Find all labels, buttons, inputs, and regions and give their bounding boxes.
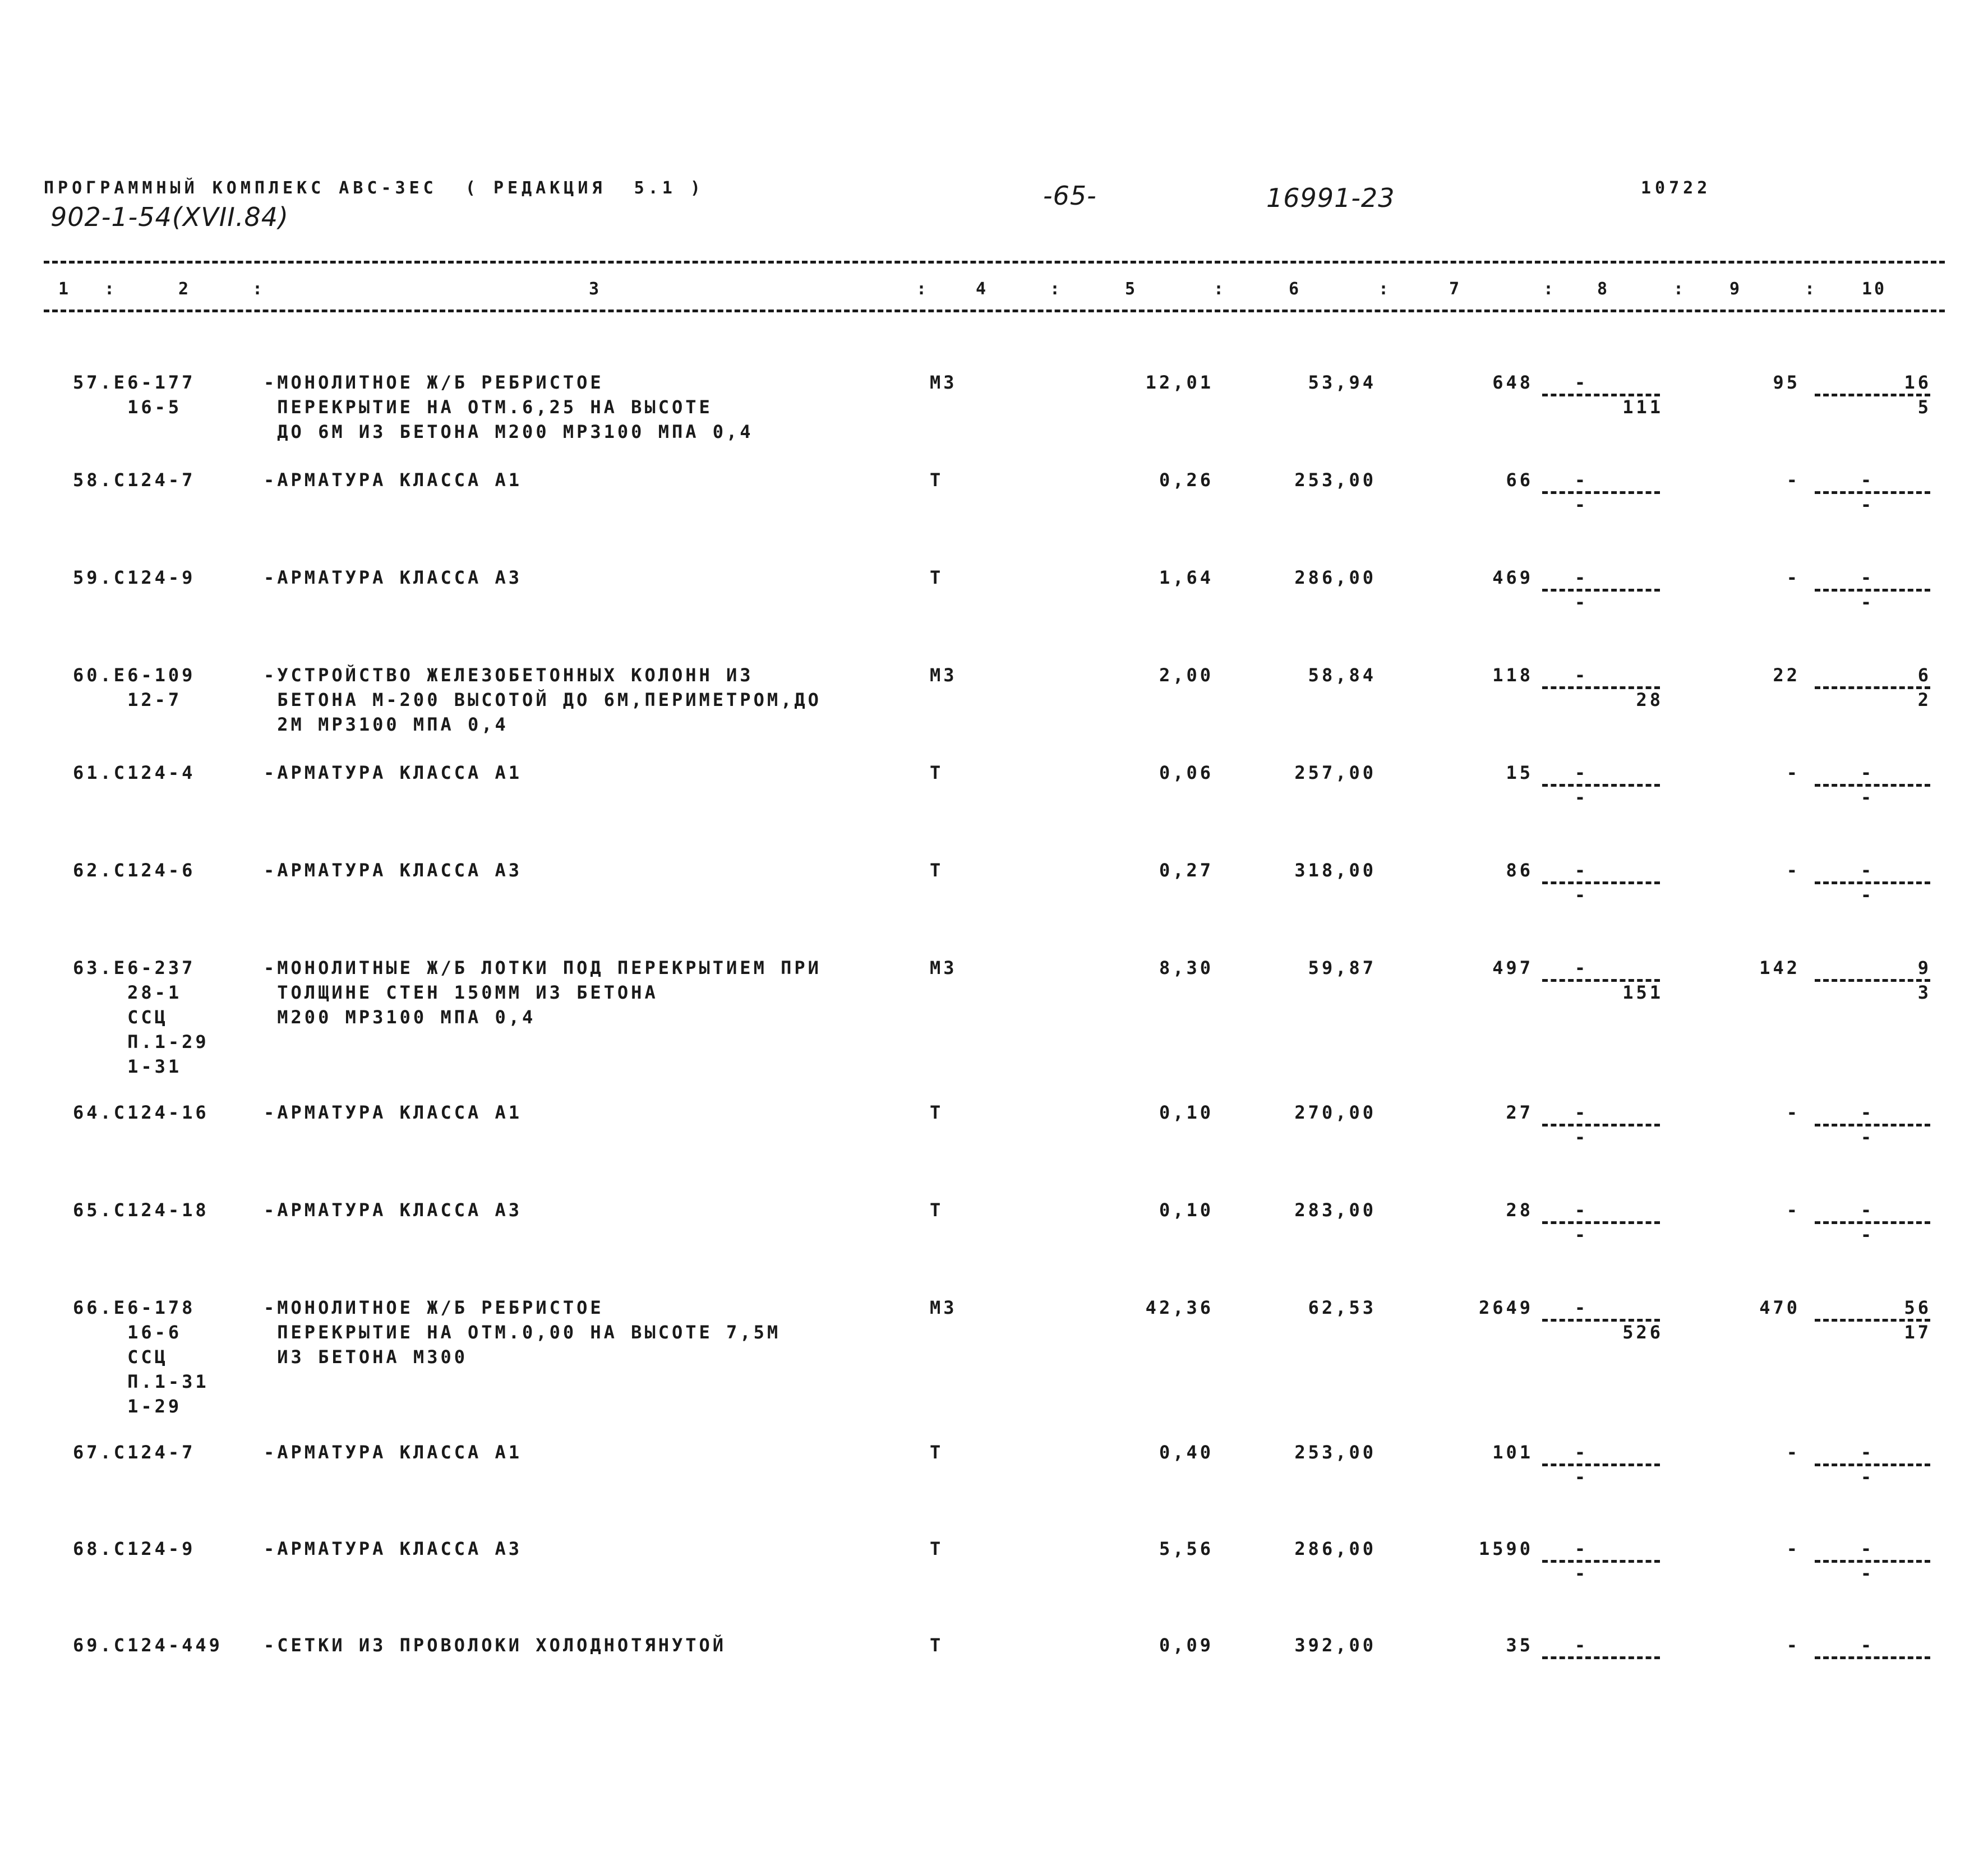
item-code: 60.Е6-109 12-7 [73, 664, 196, 710]
sheet-number: 10722 [1641, 178, 1712, 198]
table-row [0, 858, 1988, 955]
col8-fraction-line [1542, 1656, 1660, 1659]
quantity: 0,09 [1159, 1635, 1214, 1656]
col-9: 9 [1729, 279, 1742, 299]
item-description: -АРМАТУРА КЛАССА А3 [264, 567, 523, 588]
total-cost: 86 [1506, 860, 1533, 881]
quantity: 0,10 [1159, 1199, 1214, 1221]
col10-bottom-value: - [1860, 592, 1875, 613]
col10-top-value: - [1860, 1442, 1875, 1463]
table-row [0, 1100, 1988, 1198]
col10-top-value: 6 [1917, 664, 1931, 686]
item-code: 63.Е6-237 28-1 ССЦ П.1-29 1-31 [73, 957, 209, 1077]
col-2: 2 [178, 279, 191, 299]
table-row [0, 370, 1988, 468]
col-separator: : [1805, 279, 1815, 299]
col9-value: 95 [1773, 372, 1800, 393]
col8-top-value: - [1574, 664, 1589, 686]
col8-bottom-value: 526 [1622, 1322, 1663, 1343]
col8-top-value: - [1574, 1102, 1589, 1123]
col10-top-value: - [1860, 469, 1875, 491]
col8-top-value: - [1574, 1538, 1589, 1559]
col-separator: : [1050, 279, 1060, 299]
total-cost: 35 [1506, 1635, 1533, 1656]
item-code: 68.С124-9 [73, 1538, 196, 1559]
col9-value: - [1786, 762, 1800, 783]
table-row [0, 760, 1988, 858]
item-code: 58.С124-7 [73, 469, 196, 491]
col10-bottom-value: 5 [1917, 396, 1931, 418]
total-cost: 28 [1506, 1199, 1533, 1221]
unit-price: 58,84 [1308, 664, 1376, 686]
quantity: 0,27 [1159, 860, 1214, 881]
header-bottom-rule [44, 310, 1945, 312]
table-row [0, 468, 1988, 565]
col8-top-value: - [1574, 1442, 1589, 1463]
unit: Т [930, 1442, 944, 1463]
col8-bottom-value: - [1574, 592, 1589, 613]
col9-value: - [1786, 1199, 1800, 1221]
col-4: 4 [976, 279, 989, 299]
quantity: 0,40 [1159, 1442, 1214, 1463]
col9-value: 22 [1773, 664, 1800, 686]
unit: Т [930, 567, 944, 588]
unit: Т [930, 1102, 944, 1123]
unit: М3 [930, 664, 957, 686]
unit-price: 318,00 [1294, 860, 1376, 881]
unit: Т [930, 860, 944, 881]
col8-top-value: - [1574, 1297, 1589, 1318]
quantity: 2,00 [1159, 664, 1214, 686]
col-7: 7 [1449, 279, 1462, 299]
col9-value: - [1786, 1442, 1800, 1463]
total-cost: 66 [1506, 469, 1533, 491]
unit-price: 253,00 [1294, 469, 1376, 491]
col10-top-value: 9 [1917, 957, 1931, 978]
col10-bottom-value: 3 [1917, 982, 1931, 1003]
item-description: -МОНОЛИТНОЕ Ж/Б РЕБРИСТОЕ ПЕРЕКРЫТИЕ НА ОТМ.6,25 НА ВЫСОТЕ ДО 6М ИЗ БЕТОНА М200 МР3100 МПА 0,4 [264, 372, 754, 442]
col10-bottom-value: - [1860, 884, 1875, 906]
col-separator: : [1543, 279, 1554, 299]
quantity: 0,26 [1159, 469, 1214, 491]
col8-top-value: - [1574, 372, 1589, 393]
unit-price: 59,87 [1308, 957, 1376, 978]
item-code: 61.С124-4 [73, 762, 196, 783]
col8-bottom-value: - [1574, 787, 1589, 808]
col9-value: - [1786, 1635, 1800, 1656]
col10-top-value: 56 [1904, 1297, 1931, 1318]
col-separator: : [916, 279, 927, 299]
item-description: -АРМАТУРА КЛАССА А1 [264, 469, 523, 491]
table-row [0, 955, 1988, 1100]
col10-top-value: - [1860, 860, 1875, 881]
total-cost: 2649 [1478, 1297, 1533, 1318]
item-code: 67.С124-7 [73, 1442, 196, 1463]
total-cost: 1590 [1478, 1538, 1533, 1559]
col8-bottom-value: - [1574, 884, 1589, 906]
col9-value: - [1786, 469, 1800, 491]
col-separator: : [252, 279, 263, 299]
document-code: 16991-23 [1266, 183, 1395, 213]
col10-fraction-line [1815, 1656, 1930, 1659]
quantity: 1,64 [1159, 567, 1214, 588]
col-6: 6 [1289, 279, 1302, 299]
quantity: 5,56 [1159, 1538, 1214, 1559]
unit-price: 286,00 [1294, 1538, 1376, 1559]
item-code: 62.С124-6 [73, 860, 196, 881]
col-separator: : [1378, 279, 1389, 299]
unit-price: 257,00 [1294, 762, 1376, 783]
col8-top-value: - [1574, 1635, 1589, 1656]
col10-bottom-value: - [1860, 1224, 1875, 1245]
col9-value: - [1786, 860, 1800, 881]
col8-bottom-value: 111 [1622, 396, 1663, 418]
col-3: 3 [589, 279, 602, 299]
col8-bottom-value: - [1574, 1126, 1589, 1148]
item-code: 64.С124-16 [73, 1102, 209, 1123]
col10-bottom-value: 17 [1904, 1322, 1931, 1343]
col10-top-value: - [1860, 762, 1875, 783]
quantity: 12,01 [1145, 372, 1214, 393]
col-separator: : [1214, 279, 1224, 299]
col8-top-value: - [1574, 567, 1589, 588]
unit: Т [930, 1635, 944, 1656]
item-description: -АРМАТУРА КЛАССА А3 [264, 860, 523, 881]
col10-top-value: - [1860, 1102, 1875, 1123]
project-code: 902-1-54(XVII.84) [50, 202, 289, 232]
unit: Т [930, 762, 944, 783]
total-cost: 15 [1506, 762, 1533, 783]
col10-top-value: - [1860, 1538, 1875, 1559]
col10-bottom-value: - [1860, 1563, 1875, 1584]
table-row [0, 565, 1988, 663]
item-code: 59.С124-9 [73, 567, 196, 588]
unit: Т [930, 469, 944, 491]
top-rule [44, 261, 1945, 264]
total-cost: 648 [1492, 372, 1533, 393]
col10-bottom-value: - [1860, 494, 1875, 515]
table-row [0, 663, 1988, 760]
total-cost: 497 [1492, 957, 1533, 978]
col10-bottom-value: - [1860, 1466, 1875, 1488]
unit-price: 53,94 [1308, 372, 1376, 393]
col9-value: 142 [1759, 957, 1800, 978]
item-description: -АРМАТУРА КЛАССА А1 [264, 762, 523, 783]
unit: М3 [930, 1297, 957, 1318]
item-description: -АРМАТУРА КЛАССА А1 [264, 1442, 523, 1463]
col10-top-value: 16 [1904, 372, 1931, 393]
item-description: -МОНОЛИТНЫЕ Ж/Б ЛОТКИ ПОД ПЕРЕКРЫТИЕМ ПРИ ТОЛЩИНЕ СТЕН 150ММ ИЗ БЕТОНА М200 МР3100 МПА 0,4 [264, 957, 822, 1028]
col-1: 1 [58, 279, 71, 299]
total-cost: 118 [1492, 664, 1533, 686]
table-row [0, 1633, 1988, 1678]
unit: Т [930, 1538, 944, 1559]
quantity: 0,06 [1159, 762, 1214, 783]
quantity: 0,10 [1159, 1102, 1214, 1123]
col8-top-value: - [1574, 957, 1589, 978]
unit: Т [930, 1199, 944, 1221]
page-number: -65- [1043, 181, 1097, 211]
col8-top-value: - [1574, 762, 1589, 783]
table-row [0, 1295, 1988, 1440]
col10-bottom-value: - [1860, 787, 1875, 808]
item-description: -АРМАТУРА КЛАССА А1 [264, 1102, 523, 1123]
table-row [0, 1198, 1988, 1295]
col9-value: - [1786, 567, 1800, 588]
col9-value: - [1786, 1102, 1800, 1123]
total-cost: 469 [1492, 567, 1533, 588]
item-description: -АРМАТУРА КЛАССА А3 [264, 1538, 523, 1559]
col-8: 8 [1597, 279, 1610, 299]
program-title: ПРОГРАММНЫЙ КОМПЛЕКС АВС-3ЕС ( РЕДАКЦИЯ 5.1 ) [44, 178, 704, 198]
col-5: 5 [1125, 279, 1138, 299]
unit-price: 286,00 [1294, 567, 1376, 588]
col8-top-value: - [1574, 860, 1589, 881]
col9-value: 470 [1759, 1297, 1800, 1318]
col8-bottom-value: - [1574, 494, 1589, 515]
item-code: 66.Е6-178 16-6 ССЦ П.1-31 1-29 [73, 1297, 209, 1417]
col8-top-value: - [1574, 1199, 1589, 1221]
unit: М3 [930, 372, 957, 393]
table-row [0, 1440, 1988, 1536]
col10-bottom-value: 2 [1917, 689, 1931, 710]
item-code: 57.Е6-177 16-5 [73, 372, 196, 418]
unit-price: 270,00 [1294, 1102, 1376, 1123]
unit: М3 [930, 957, 957, 978]
quantity: 42,36 [1145, 1297, 1214, 1318]
quantity: 8,30 [1159, 957, 1214, 978]
item-code: 69.С124-449 [73, 1635, 223, 1656]
item-description: -СЕТКИ ИЗ ПРОВОЛОКИ ХОЛОДНОТЯНУТОЙ [264, 1635, 727, 1656]
item-description: -АРМАТУРА КЛАССА А3 [264, 1199, 523, 1221]
col8-bottom-value: - [1574, 1224, 1589, 1245]
unit-price: 62,53 [1308, 1297, 1376, 1318]
table-row [0, 1536, 1988, 1633]
col8-bottom-value: - [1574, 1466, 1589, 1488]
col9-value: - [1786, 1538, 1800, 1559]
col-10: 10 [1862, 279, 1887, 299]
item-description: -УСТРОЙСТВО ЖЕЛЕЗОБЕТОННЫХ КОЛОНН ИЗ БЕТОНА М-200 ВЫСОТОЙ ДО 6М,ПЕРИМЕТРОМ,ДО 2М МР3100 МПА 0,4 [264, 664, 822, 735]
col8-bottom-value: 151 [1622, 982, 1663, 1003]
col10-top-value: - [1860, 1635, 1875, 1656]
unit-price: 283,00 [1294, 1199, 1376, 1221]
col-separator: : [1673, 279, 1684, 299]
col8-top-value: - [1574, 469, 1589, 491]
col10-top-value: - [1860, 1199, 1875, 1221]
item-code: 65.С124-18 [73, 1199, 209, 1221]
total-cost: 27 [1506, 1102, 1533, 1123]
unit-price: 392,00 [1294, 1635, 1376, 1656]
column-header-row [0, 279, 1988, 302]
unit-price: 253,00 [1294, 1442, 1376, 1463]
col8-bottom-value: 28 [1636, 689, 1663, 710]
col8-bottom-value: - [1574, 1563, 1589, 1584]
col10-bottom-value: - [1860, 1126, 1875, 1148]
total-cost: 101 [1492, 1442, 1533, 1463]
col10-top-value: - [1860, 567, 1875, 588]
item-description: -МОНОЛИТНОЕ Ж/Б РЕБРИСТОЕ ПЕРЕКРЫТИЕ НА ОТМ.0,00 НА ВЫСОТЕ 7,5М ИЗ БЕТОНА М300 [264, 1297, 781, 1368]
col-separator: : [104, 279, 115, 299]
